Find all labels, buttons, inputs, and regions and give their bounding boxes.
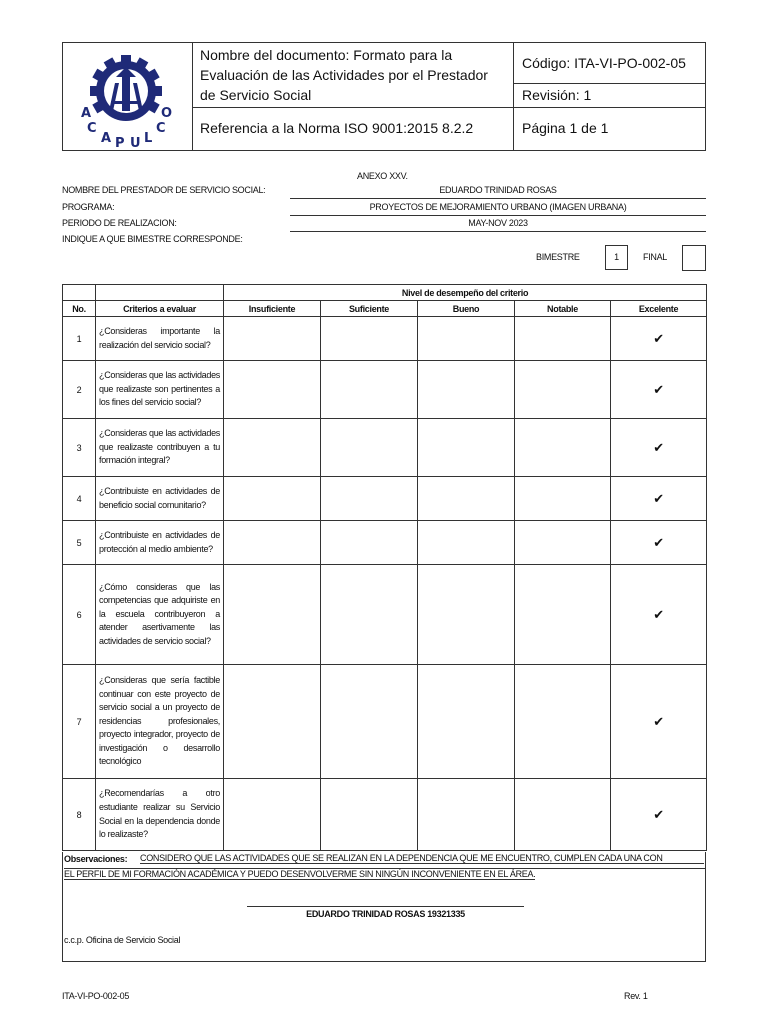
rating-cell-bueno[interactable] <box>418 565 515 665</box>
final-box[interactable] <box>682 245 706 271</box>
rating-cell-insuficiente[interactable] <box>224 419 321 477</box>
rating-cell-notable[interactable] <box>515 565 611 665</box>
row-number: 2 <box>63 361 96 419</box>
checkmark-icon: ✔ <box>653 330 664 346</box>
rating-cell-excelente[interactable] <box>611 361 707 419</box>
logo-letter-a2: A <box>101 131 112 146</box>
table-row <box>63 779 707 851</box>
row-number: 4 <box>63 477 96 521</box>
logo-cell <box>63 43 193 150</box>
logo-letter-u: U <box>130 136 141 150</box>
program-value: PROYECTOS DE MEJORAMIENTO URBANO (IMAGEN URBANA) <box>290 202 706 216</box>
criterion-text: ¿Consideras que las actividades que realizaste son pertinentes a los fines del servicio social? <box>96 361 224 419</box>
annex-title: ANEXO XXV. <box>357 171 408 181</box>
rating-cell-bueno[interactable] <box>418 361 515 419</box>
col-excelente: Excelente <box>611 301 707 317</box>
period-label: PERIODO DE REALIZACION: <box>62 218 177 228</box>
evaluation-rows <box>63 317 707 851</box>
logo-letter-c2: C <box>156 121 166 136</box>
table-row <box>63 665 707 779</box>
criterion-text: ¿Cómo consideras que las competencias que adquiriste en la escuela contribuyeron a atender asertivamente las actividades de servicio social? <box>96 565 224 665</box>
table-row <box>63 565 707 665</box>
rating-cell-insuficiente[interactable] <box>224 565 321 665</box>
logo-letter-c1: C <box>87 121 97 136</box>
provider-value: EDUARDO TRINIDAD ROSAS <box>290 185 706 199</box>
table-row <box>63 317 707 361</box>
row-number: 5 <box>63 521 96 565</box>
criterion-text: ¿Consideras que las actividades que realizaste contribuyen a tu formación integral? <box>96 419 224 477</box>
table-row <box>63 419 707 477</box>
provider-label: NOMBRE DEL PRESTADOR DE SERVICIO SOCIAL: <box>62 185 266 195</box>
criterion-text: ¿Contribuiste en actividades de beneficio social comunitario? <box>96 477 224 521</box>
observations-label: Observaciones: <box>64 854 128 864</box>
document-header <box>62 42 706 151</box>
final-label: FINAL <box>643 252 668 262</box>
rating-cell-insuficiente[interactable] <box>224 665 321 779</box>
checkmark-icon: ✔ <box>653 534 664 550</box>
column-header-row <box>63 301 707 317</box>
table-row <box>63 477 707 521</box>
level-header-row <box>63 285 707 301</box>
row-number: 6 <box>63 565 96 665</box>
footer-code: ITA-VI-PO-002-05 <box>62 991 130 1001</box>
rating-cell-insuficiente[interactable] <box>224 361 321 419</box>
col-bueno: Bueno <box>418 301 515 317</box>
rating-cell-excelente[interactable] <box>611 477 707 521</box>
col-suficiente: Suficiente <box>321 301 418 317</box>
rating-cell-excelente[interactable] <box>611 779 707 851</box>
signature-line <box>247 906 524 907</box>
checkmark-icon: ✔ <box>653 381 664 397</box>
logo-letter-p: P <box>115 136 125 150</box>
rating-cell-bueno[interactable] <box>418 779 515 851</box>
bimester-label: INDIQUE A QUE BIMESTRE CORRESPONDE: <box>62 234 243 244</box>
ita-acapulco-logo <box>63 43 192 150</box>
ccp-note: c.c.p. Oficina de Servicio Social <box>64 935 181 945</box>
rating-cell-bueno[interactable] <box>418 317 515 361</box>
table-row <box>63 361 707 419</box>
logo-letter-o: O <box>161 106 173 121</box>
row-number: 3 <box>63 419 96 477</box>
rating-cell-insuficiente[interactable] <box>224 779 321 851</box>
row-number: 8 <box>63 779 96 851</box>
criterion-text: ¿Consideras importante la realización del servicio social? <box>96 317 224 361</box>
bimestre-label: BIMESTRE <box>536 252 580 262</box>
checkmark-icon: ✔ <box>653 713 664 729</box>
rating-cell-bueno[interactable] <box>418 477 515 521</box>
rating-cell-excelente[interactable] <box>611 565 707 665</box>
evaluation-table <box>62 284 707 851</box>
criterion-text: ¿Contribuiste en actividades de protección al medio ambiente? <box>96 521 224 565</box>
rating-cell-notable[interactable] <box>515 477 611 521</box>
checkmark-icon: ✔ <box>653 806 664 822</box>
level-header: Nivel de desempeño del criterio <box>224 285 707 301</box>
logo-letter-a1: A <box>81 106 92 121</box>
rating-cell-suficiente[interactable] <box>321 477 418 521</box>
criterion-text: ¿Recomendarías a otro estudiante realizar su Servicio Social en la dependencia donde lo realizaste? <box>96 779 224 851</box>
rating-cell-notable[interactable] <box>515 419 611 477</box>
criterion-text: ¿Consideras que sería factible continuar con este proyecto de servicio social a un proyecto de residencias profesionales, proyecto integrador, proyecto de investigación o desarrollo tecnológico <box>96 665 224 779</box>
footer-revision: Rev. 1 <box>624 991 648 1001</box>
checkmark-icon: ✔ <box>653 490 664 506</box>
rating-cell-suficiente[interactable] <box>321 521 418 565</box>
rating-cell-bueno[interactable] <box>418 521 515 565</box>
rating-cell-excelente[interactable] <box>611 521 707 565</box>
rating-cell-notable[interactable] <box>515 361 611 419</box>
rating-cell-suficiente[interactable] <box>321 779 418 851</box>
rating-cell-notable[interactable] <box>515 521 611 565</box>
rating-cell-suficiente[interactable] <box>321 361 418 419</box>
checkmark-icon: ✔ <box>653 606 664 622</box>
iso-reference: Referencia a la Norma ISO 9001:2015 8.2.2 <box>192 108 514 150</box>
rating-cell-suficiente[interactable] <box>321 317 418 361</box>
row-number: 7 <box>63 665 96 779</box>
rating-cell-insuficiente[interactable] <box>224 521 321 565</box>
program-label: PROGRAMA: <box>62 202 115 212</box>
rating-cell-notable[interactable] <box>515 317 611 361</box>
bimestre-box[interactable]: 1 <box>605 245 628 270</box>
signature-name: EDUARDO TRINIDAD ROSAS 19321335 <box>306 909 465 919</box>
document-revision: Revisión: 1 <box>514 84 705 108</box>
col-criteria: Criterios a evaluar <box>96 301 224 317</box>
row-number: 1 <box>63 317 96 361</box>
rating-cell-notable[interactable] <box>515 665 611 779</box>
table-row <box>63 521 707 565</box>
rating-cell-notable[interactable] <box>515 779 611 851</box>
rating-cell-bueno[interactable] <box>418 419 515 477</box>
observations-line-2: EL PERFIL DE MI FORMACIÓN ACADÉMICA Y PUEDO DESENVOLVERME SIN NINGÚN INCONVENIENTE EN EL ÁREA. <box>64 869 536 879</box>
rating-cell-insuficiente[interactable] <box>224 317 321 361</box>
rating-cell-insuficiente[interactable] <box>224 477 321 521</box>
rating-cell-excelente[interactable] <box>611 665 707 779</box>
checkmark-icon: ✔ <box>653 439 664 455</box>
logo-letter-l: L <box>144 131 153 146</box>
page-number: Página 1 de 1 <box>522 120 609 136</box>
rating-cell-bueno[interactable] <box>418 665 515 779</box>
col-insuficiente: Insuficiente <box>224 301 321 317</box>
col-notable: Notable <box>515 301 611 317</box>
observations-line-1: CONSIDERO QUE LAS ACTIVIDADES QUE SE REALIZAN EN LA DEPENDENCIA QUE ME ENCUENTRO, CUMPLEN CADA UNA CON <box>140 853 704 864</box>
rating-cell-suficiente[interactable] <box>321 565 418 665</box>
rating-cell-excelente[interactable] <box>611 419 707 477</box>
col-no: No. <box>63 301 96 317</box>
document-code: Código: ITA-VI-PO-002-05 <box>514 43 705 84</box>
period-value: MAY-NOV 2023 <box>290 218 706 232</box>
document-name: Nombre del documento: Formato para la Evaluación de las Actividades por el Prestador de Servicio Social <box>192 43 514 108</box>
rating-cell-suficiente[interactable] <box>321 419 418 477</box>
rating-cell-suficiente[interactable] <box>321 665 418 779</box>
rating-cell-excelente[interactable] <box>611 317 707 361</box>
